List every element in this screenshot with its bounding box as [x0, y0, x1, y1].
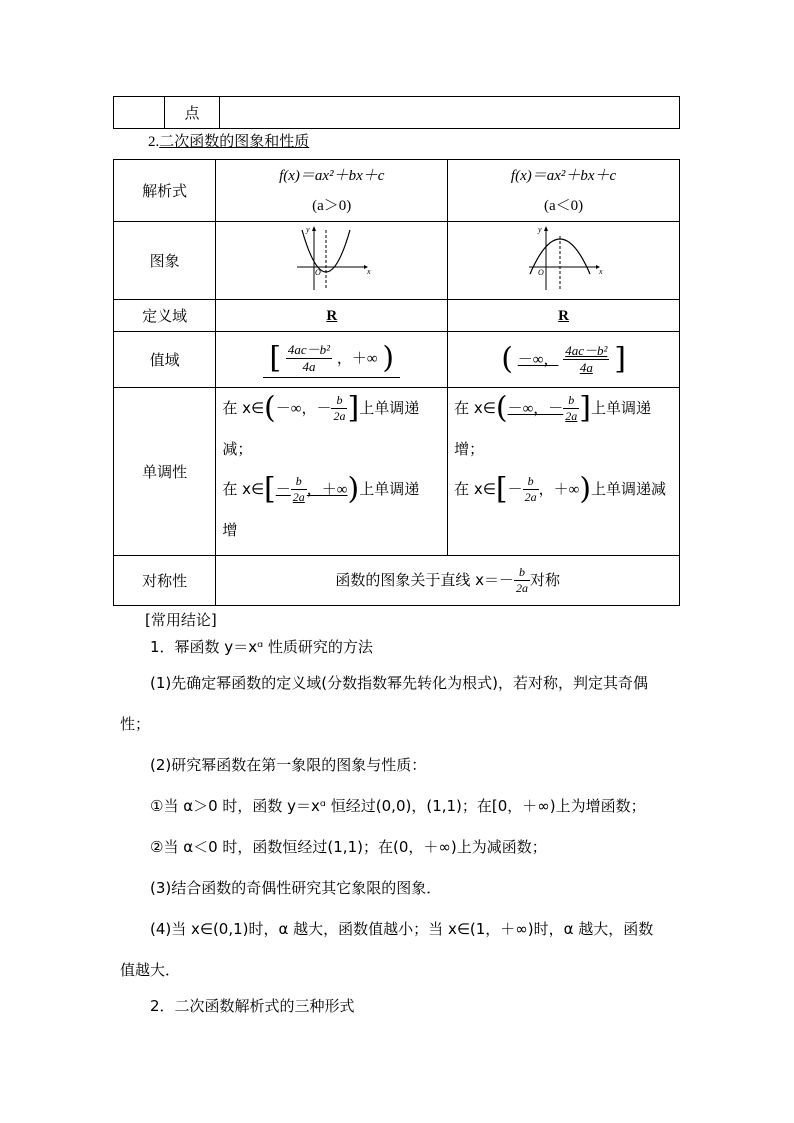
cell-domain-a-negative — [448, 300, 680, 332]
row-header-symmetry: 对称性 — [114, 556, 216, 606]
mono-interval-minus: － — [507, 482, 523, 498]
open-bracket: [ — [264, 471, 276, 507]
row-header-graph: 图象 — [114, 222, 216, 300]
mono-suffix: 上单调递减 — [591, 480, 667, 498]
range-denominator: 4a — [579, 360, 593, 375]
fraction-numerator: b — [523, 474, 539, 490]
formula-a-positive: f(x)＝ax²＋bx＋c — [279, 167, 385, 184]
mono-interval-minus: － — [275, 482, 291, 498]
cell-monotonicity-a-positive — [216, 388, 448, 556]
origin-label: O — [537, 267, 544, 277]
mono-interval-start: －∞，－ — [275, 401, 332, 417]
cell-expression-a-positive — [216, 160, 448, 222]
note-paragraph-8: 2．二次函数解析式的三种形式 — [150, 997, 355, 1015]
range-numerator: 4ac－b² — [565, 343, 608, 358]
mono-line-2: 减； — [222, 440, 253, 458]
mono-fraction — [331, 393, 347, 424]
row-header-monotonicity: 单调性 — [114, 388, 216, 556]
quadratic-properties-table — [113, 159, 680, 606]
table-row-graph — [114, 222, 680, 300]
top-table-cell-content — [220, 97, 680, 129]
cell-range-a-positive — [216, 332, 448, 388]
note-paragraph-2a: (1)先确定幂函数的定义域(分数指数幂先转化为根式)，若对称，判定其奇偶 — [150, 674, 648, 692]
top-continuation-table — [113, 96, 680, 129]
cell-range-a-negative — [448, 332, 680, 388]
table-row-monotonicity — [114, 388, 680, 556]
close-paren: ) — [579, 471, 592, 507]
domain-value-a-negative: R — [558, 308, 569, 324]
symmetry-fraction — [514, 565, 530, 596]
row-header-domain: 定义域 — [114, 300, 216, 332]
open-bracket: [ — [495, 471, 508, 507]
note-paragraph-5: ②当 α＜0 时，函数恒经过(1,1)；在(0，＋∞)上为减函数； — [150, 838, 547, 856]
range-left-bracket: [ — [269, 340, 282, 375]
symmetry-prefix: 函数的图象关于直线 x＝－ — [335, 571, 514, 589]
mono-line-3 — [448, 469, 679, 510]
range-denominator: 4a — [302, 358, 316, 374]
parabola-down-graph — [524, 224, 604, 294]
y-axis-arrow — [312, 226, 316, 231]
open-paren: ( — [495, 390, 508, 426]
y-axis-label: y — [305, 224, 310, 234]
mono-suffix: 上单调递 — [359, 480, 420, 498]
cell-symmetry — [216, 556, 680, 606]
close-bracket: ] — [347, 390, 360, 426]
close-bracket: ] — [579, 390, 592, 426]
fraction-denominator: 2a — [333, 409, 346, 423]
mono-suffix: 上单调递 — [591, 399, 652, 417]
top-table-cell-label — [165, 97, 220, 129]
row-header-expression: 解析式 — [114, 160, 216, 222]
cell-expression-a-negative — [448, 160, 680, 222]
fraction-numerator: b — [331, 393, 347, 409]
range-fraction — [563, 343, 609, 376]
cell-graph-a-negative — [448, 222, 680, 300]
mono-fraction — [563, 393, 579, 424]
x-axis-label: x — [598, 266, 603, 276]
top-table-cell-empty — [114, 97, 165, 129]
note-paragraph-7b: 值越大． — [120, 961, 181, 979]
condition-a-negative: (a＜0) — [544, 197, 584, 214]
table-row-expression — [114, 160, 680, 222]
fraction-denominator: 2a — [515, 581, 528, 595]
fraction-numerator: b — [563, 393, 579, 409]
table-row-domain — [114, 300, 680, 332]
range-numerator: 4ac－b² — [287, 341, 331, 357]
domain-value-a-positive: R — [326, 308, 338, 324]
mono-line-4: 增 — [222, 521, 238, 539]
mono-prefix: 在 x∈ — [454, 399, 496, 417]
note-paragraph-3: (2)研究幂函数在第一象限的图象与性质： — [150, 756, 427, 774]
notes-heading: [常用结论] — [145, 611, 217, 629]
mono-interval-end: ，＋∞ — [538, 482, 580, 498]
cell-domain-a-positive — [216, 300, 448, 332]
y-axis-arrow — [544, 226, 548, 231]
fraction-numerator: b — [514, 565, 530, 581]
table-row-symmetry — [114, 556, 680, 606]
mono-line-1 — [216, 388, 447, 429]
open-paren: ( — [264, 390, 276, 426]
cell-monotonicity-a-negative — [448, 388, 680, 556]
section-title — [148, 130, 309, 151]
y-axis-label: y — [537, 224, 542, 234]
section-number: 2. — [148, 134, 160, 150]
mono-prefix: 在 x∈ — [222, 480, 265, 498]
mono-suffix: 上单调递 — [359, 399, 420, 417]
section-title-text: 二次函数的图象和性质 — [159, 132, 310, 150]
origin-label: O — [314, 267, 321, 277]
range-right-bracket: ] — [614, 341, 626, 377]
note-paragraph-6: (3)结合函数的奇偶性研究其它象限的图象． — [150, 879, 442, 897]
mono-interval-end: ，＋∞ — [306, 482, 348, 498]
range-fraction — [286, 342, 332, 375]
range-head: －∞， — [517, 352, 559, 368]
symmetry-suffix: 对称 — [529, 571, 560, 589]
fraction-numerator: b — [291, 474, 307, 490]
mono-prefix: 在 x∈ — [454, 480, 496, 498]
range-expression-a-positive — [263, 342, 400, 378]
fraction-denominator: 2a — [565, 409, 578, 423]
note-paragraph-7a: (4)当 x∈(0,1)时，α 越大，函数值越小；当 x∈(1，＋∞)时，α 越大，函数 — [150, 920, 654, 938]
condition-a-positive: (a＞0) — [312, 197, 352, 214]
mono-line-1 — [448, 388, 679, 429]
table-row-range — [114, 332, 680, 388]
mono-prefix: 在 x∈ — [222, 399, 265, 417]
mono-fraction — [523, 474, 539, 505]
mono-fraction — [291, 474, 307, 505]
range-right-paren: ) — [382, 340, 395, 375]
mono-line-3 — [216, 469, 447, 510]
top-table-label: 点 — [184, 104, 200, 122]
formula-a-negative: f(x)＝ax²＋bx＋c — [510, 167, 617, 184]
fraction-denominator: 2a — [292, 490, 305, 504]
mono-line-2: 增； — [454, 440, 485, 458]
fraction-denominator: 2a — [524, 490, 537, 504]
cell-graph-a-positive — [216, 222, 448, 300]
parabola-up-graph — [292, 224, 372, 294]
x-axis-label: x — [366, 266, 371, 276]
note-paragraph-4: ①当 α＞0 时，函数 y＝xᵅ 恒经过(0,0)，(1,1)；在[0，＋∞)上为增函数； — [150, 797, 646, 815]
row-header-range: 值域 — [114, 332, 216, 388]
note-paragraph-2b: 性； — [120, 715, 151, 733]
mono-interval-start: －∞，－ — [507, 401, 564, 417]
range-left-paren: ( — [501, 341, 513, 377]
range-tail: ，＋∞ — [336, 350, 378, 367]
close-paren: ) — [347, 471, 360, 507]
note-paragraph-1: 1．幂函数 y＝xᵅ 性质研究的方法 — [150, 638, 373, 656]
